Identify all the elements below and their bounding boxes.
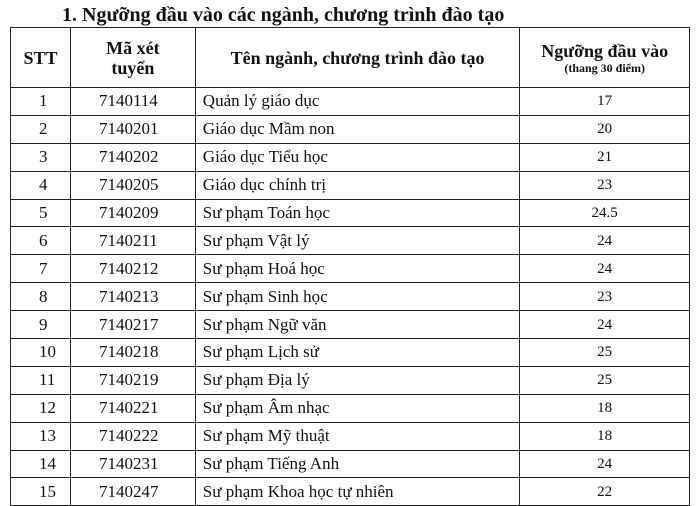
header-code-line2: tuyển [111,57,155,78]
threshold-table [10,27,690,506]
header-name: Tên ngành, chương trình đào tạo [195,28,520,88]
row-name: Quản lý giáo dục [195,88,520,116]
row-name: Sư phạm Ngữ văn [195,311,520,339]
row-code: 7140211 [70,227,195,255]
row-name: Sư phạm Sinh học [195,283,520,311]
row-stt: 13 [11,422,71,450]
row-score: 25 [520,339,690,367]
row-score: 23 [520,283,690,311]
row-code: 7140201 [70,115,195,143]
header-code-line1: Mã xét [106,37,160,58]
row-stt: 4 [11,171,71,199]
row-code: 7140209 [70,199,195,227]
table-row [11,171,690,199]
table-row [11,227,690,255]
row-stt: 15 [11,478,71,506]
row-score: 24 [520,227,690,255]
row-name: Sư phạm Vật lý [195,227,520,255]
row-score: 17 [520,88,690,116]
row-code: 7140247 [70,478,195,506]
row-score: 24.5 [520,199,690,227]
header-stt: STT [11,28,71,88]
row-code: 7140202 [70,143,195,171]
row-score: 24 [520,450,690,478]
row-code: 7140219 [70,366,195,394]
table-row [11,478,690,506]
table-row [11,115,690,143]
row-stt: 7 [11,255,71,283]
row-stt: 2 [11,115,71,143]
row-name: Sư phạm Âm nhạc [195,394,520,422]
row-code: 7140213 [70,283,195,311]
row-code: 7140205 [70,171,195,199]
table-row [11,366,690,394]
row-name: Sư phạm Lịch sử [195,339,520,367]
row-code: 7140222 [70,422,195,450]
row-name: Giáo dục Tiểu học [195,143,520,171]
table-row [11,450,690,478]
header-code [70,28,195,88]
row-name: Sư phạm Khoa học tự nhiên [195,478,520,506]
row-name: Sư phạm Mỹ thuật [195,422,520,450]
row-stt: 14 [11,450,71,478]
row-stt: 6 [11,227,71,255]
table-row [11,394,690,422]
row-code: 7140217 [70,311,195,339]
table-row [11,255,690,283]
row-stt: 12 [11,394,71,422]
row-name: Giáo dục Mầm non [195,115,520,143]
row-score: 18 [520,422,690,450]
row-score: 18 [520,394,690,422]
header-threshold-note: (thang 30 điểm) [564,60,645,75]
row-name: Sư phạm Toán học [195,199,520,227]
row-stt: 8 [11,283,71,311]
row-name: Sư phạm Tiếng Anh [195,450,520,478]
row-name: Sư phạm Hoá học [195,255,520,283]
row-score: 23 [520,171,690,199]
row-code: 7140231 [70,450,195,478]
table-row [11,422,690,450]
table-row [11,143,690,171]
row-stt: 3 [11,143,71,171]
row-code: 7140221 [70,394,195,422]
row-score: 22 [520,478,690,506]
header-threshold [520,28,690,88]
row-score: 21 [520,143,690,171]
row-code: 7140212 [70,255,195,283]
row-score: 20 [520,115,690,143]
row-code: 7140218 [70,339,195,367]
row-name: Sư phạm Địa lý [195,366,520,394]
row-stt: 1 [11,88,71,116]
row-score: 24 [520,311,690,339]
row-stt: 5 [11,199,71,227]
row-name: Giáo dục chính trị [195,171,520,199]
table-header-row [11,28,690,88]
row-stt: 11 [11,366,71,394]
row-score: 25 [520,366,690,394]
table-row [11,199,690,227]
row-stt: 10 [11,339,71,367]
table-row [11,283,690,311]
row-score: 24 [520,255,690,283]
row-stt: 9 [11,311,71,339]
row-code: 7140114 [70,88,195,116]
section-heading: 1. Ngưỡng đầu vào các ngành, chương trình đào tạo [62,4,505,26]
table-row [11,311,690,339]
table-row [11,339,690,367]
table-row [11,88,690,116]
header-threshold-label: Ngưỡng đầu vào [541,40,669,61]
